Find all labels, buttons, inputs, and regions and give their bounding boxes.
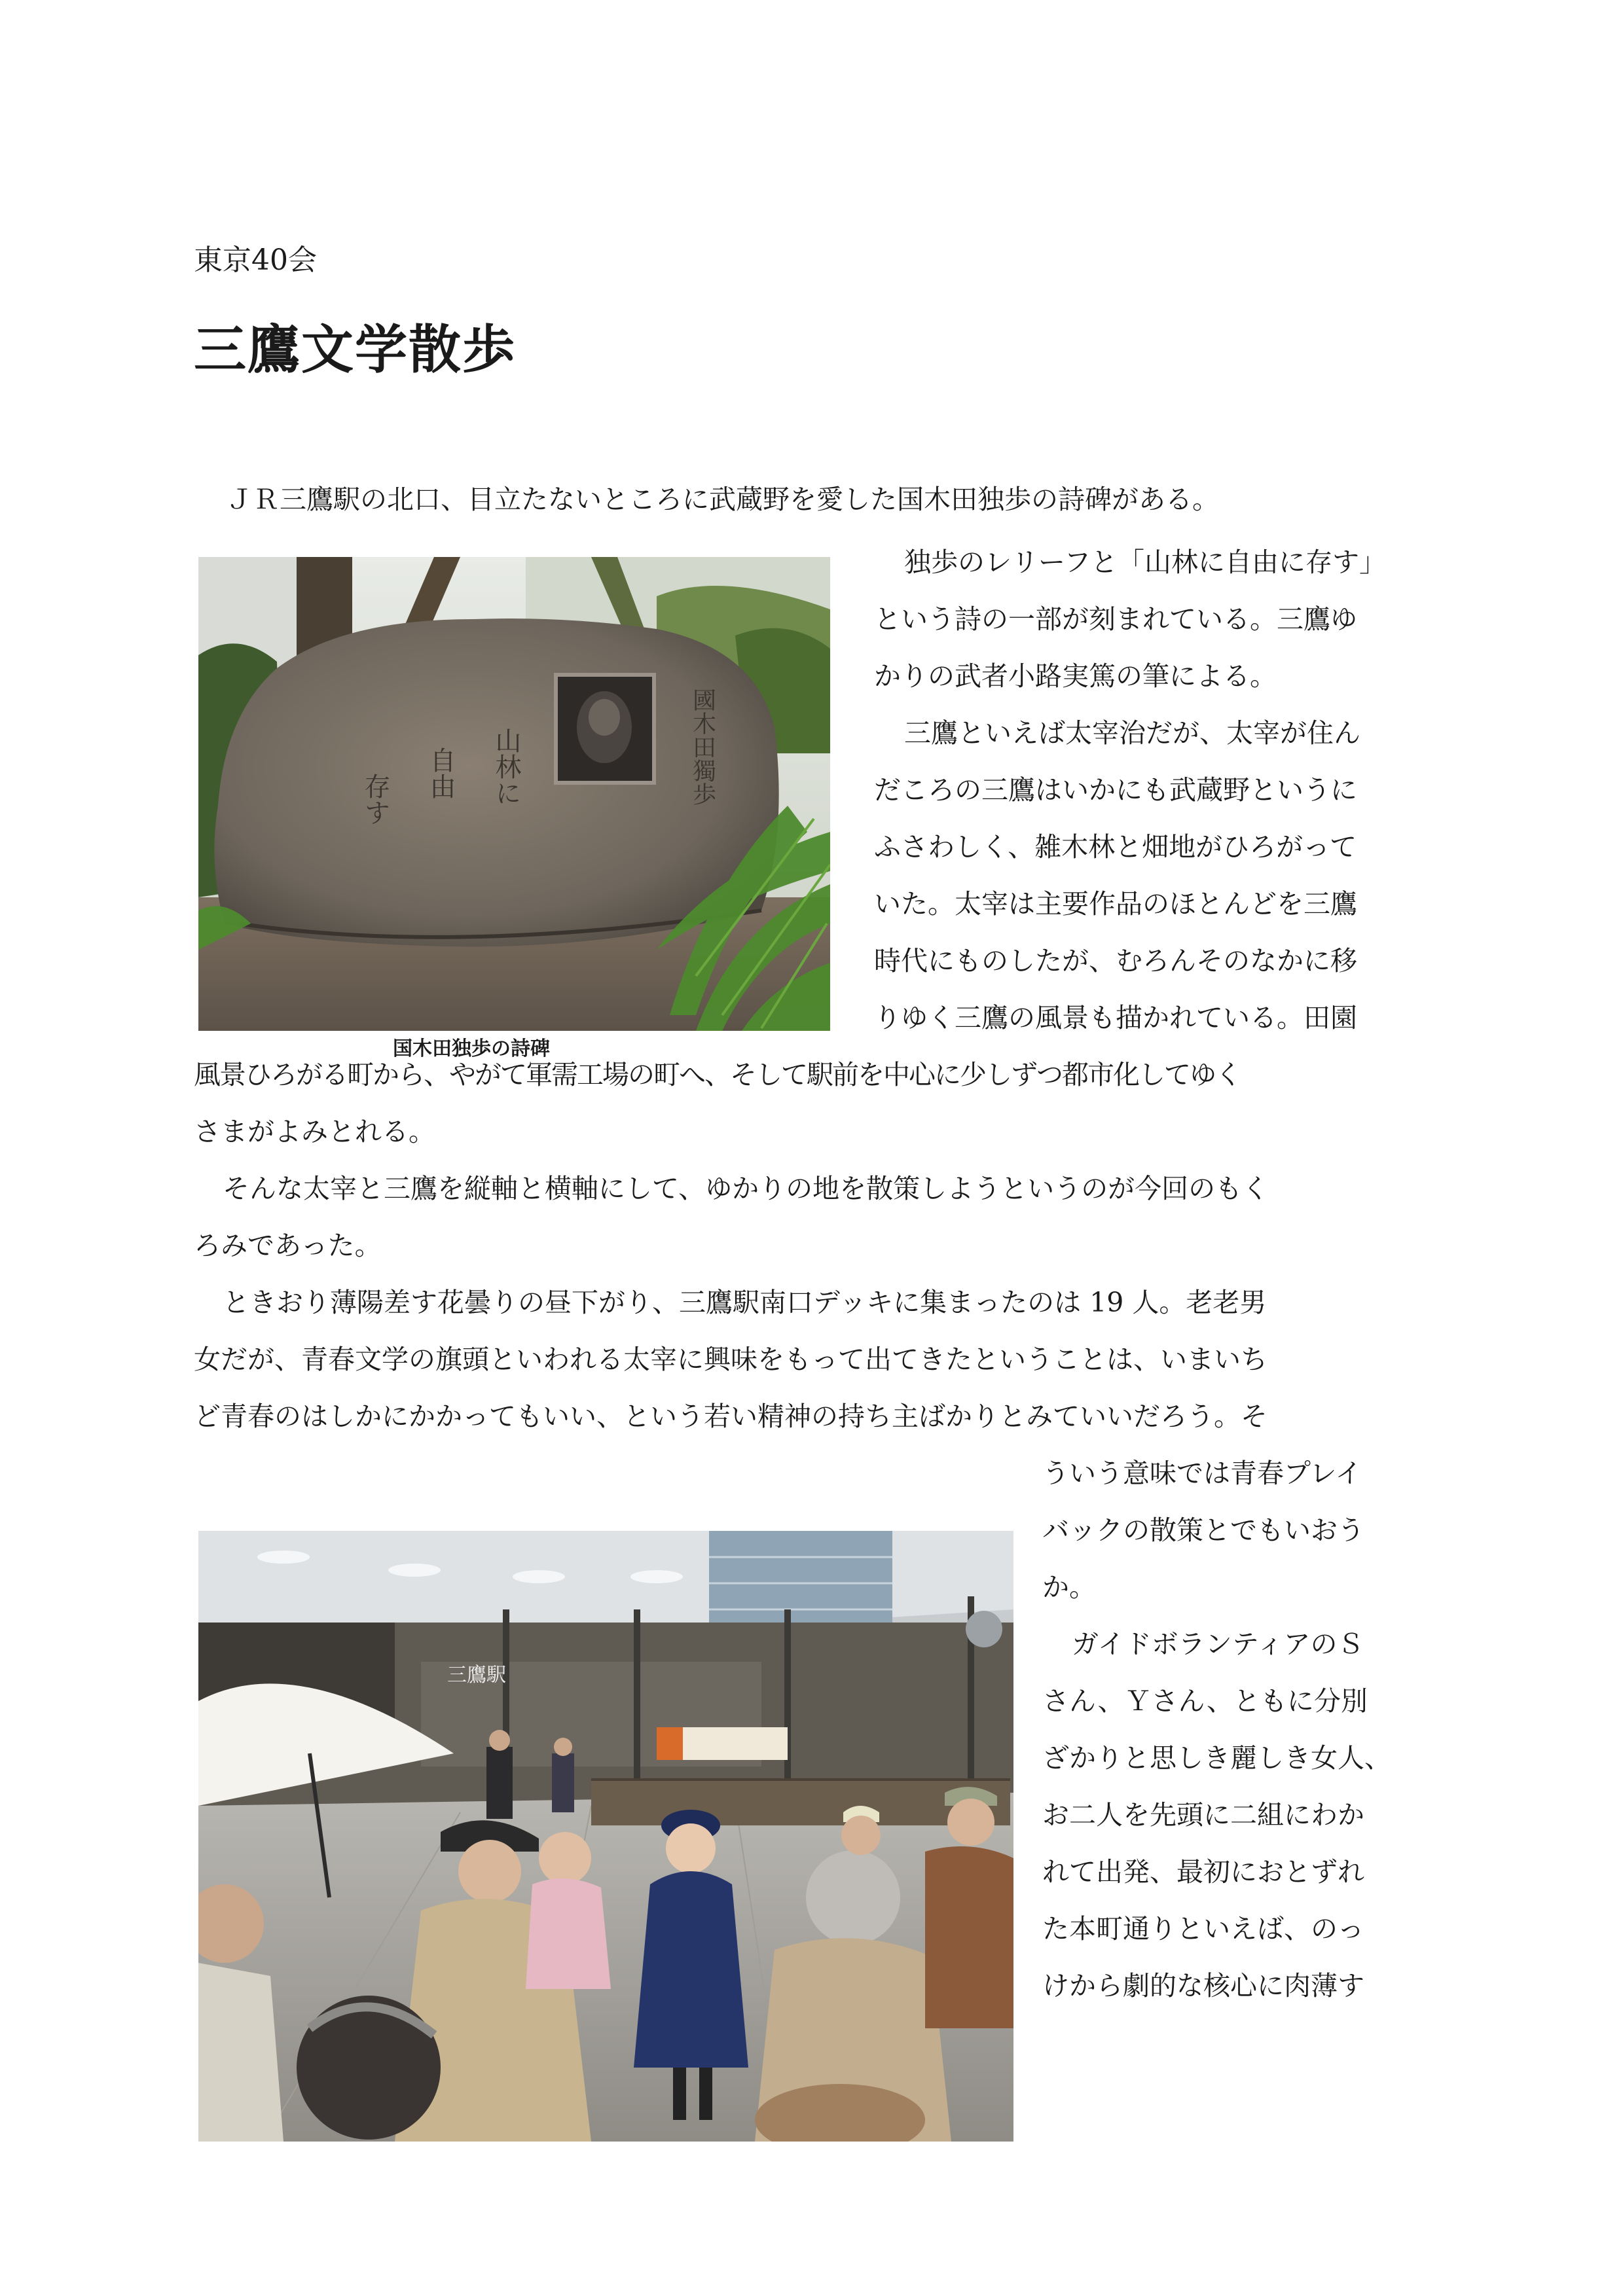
body-line: ときおり薄陽差す花曇りの昼下がり、三鷹駅南口デッキに集まったのは 19 人。老老男 [223, 1287, 1267, 1318]
body-line: だころの三鷹はいかにも武蔵野というに [874, 774, 1357, 806]
body-line: 三鷹といえば太宰治だが、太宰が住ん [904, 717, 1360, 749]
monument-photo [198, 557, 830, 1031]
body-line: れて出発、最初におとずれ [1042, 1856, 1364, 1888]
body-line: りゆく三鷹の風景も描かれている。田園 [874, 1002, 1357, 1033]
body-line: ういう意味では青春プレイ [1042, 1458, 1362, 1489]
body-line: さん、Ｙさん、ともに分別 [1042, 1685, 1368, 1717]
page-title: 三鷹文学散歩 [194, 319, 516, 380]
body-line: ろみであった。 [194, 1230, 382, 1261]
body-line: 風景ひろがる町から、やがて軍需工場の町へ、そして駅前を中心に少しずつ都市化してゆく [194, 1059, 1241, 1090]
photo-caption: 国木田独歩の詩碑 [393, 1037, 550, 1060]
body-line: かりの武者小路実篤の筆による。 [874, 660, 1277, 692]
carved-text: 存す [360, 773, 390, 825]
body-line: いた。太宰は主要作品のほとんどを三鷹 [874, 888, 1357, 920]
body-line: ざかりと思しき麗しき女人、 [1042, 1742, 1391, 1774]
body-line: けから劇的な核心に肉薄す [1042, 1970, 1364, 2001]
body-line: ガイドボランティアのＳ [1072, 1628, 1364, 1660]
body-line: ふさわしく、雑木林と畑地がひろがって [874, 831, 1357, 863]
body-line: そんな太宰と三鷹を縦軸と横軸にして、ゆかりの地を散策しようというのが今回のもく [223, 1173, 1269, 1204]
body-line: お二人を先頭に二組にわか [1042, 1799, 1364, 1831]
group-photo [198, 1531, 1013, 2142]
body-line: バックの散策とでもいおう [1042, 1515, 1364, 1546]
carved-text: 國木田獨歩 [689, 688, 716, 806]
body-line: さまがよみとれる。 [194, 1116, 435, 1147]
body-line: か。 [1042, 1571, 1096, 1603]
body-line: た本町通りといえば、のっ [1042, 1913, 1364, 1945]
carved-text: 山林に [491, 727, 521, 806]
body-line: 時代にものしたが、むろんそのなかに移 [874, 945, 1357, 977]
carved-text: 自由 [426, 747, 456, 799]
body-line: ＪＲ三鷹駅の北口、目立たないところに武蔵野を愛した国木田独歩の詩碑がある。 [226, 484, 1219, 515]
body-line: 女だが、青春文学の旗頭といわれる太宰に興味をもって出てきたということは、いまいち [194, 1344, 1267, 1375]
body-line: という詩の一部が刻まれている。三鷹ゆ [874, 603, 1357, 635]
group-name: 東京40会 [194, 243, 317, 277]
station-sign: 三鷹駅 [447, 1664, 506, 1687]
body-line: 独歩のレリーフと「山林に自由に存す」 [904, 547, 1386, 578]
body-line: ど青春のはしかにかかってもいい、という若い精神の持ち主ばかりとみていいだろう。そ [194, 1401, 1267, 1432]
